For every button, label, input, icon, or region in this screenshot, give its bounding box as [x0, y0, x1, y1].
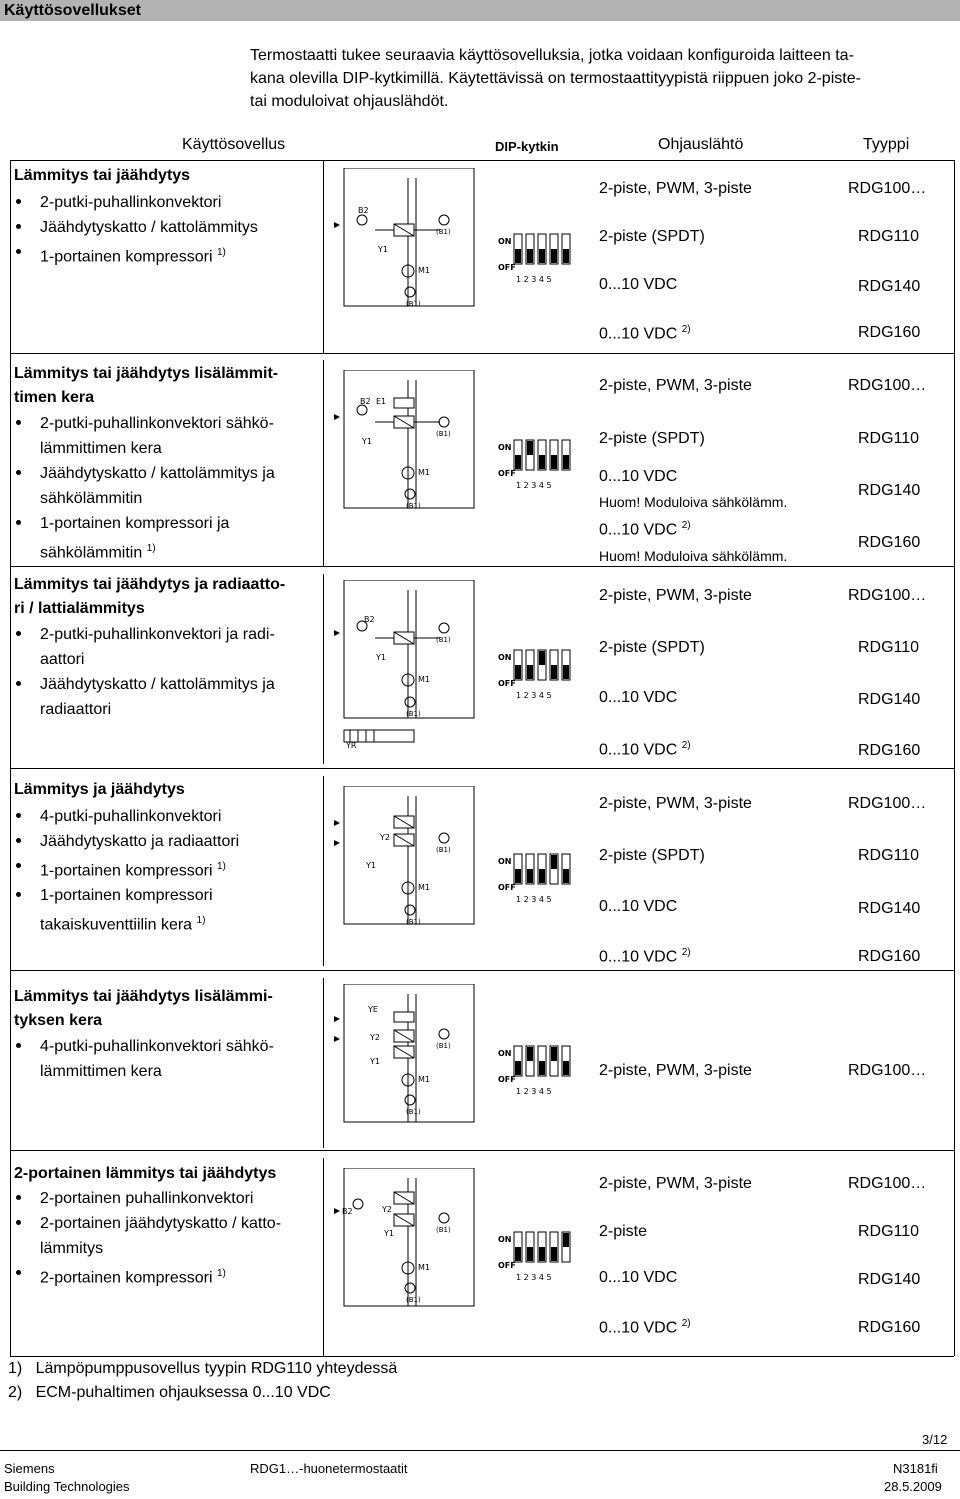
bullet-item: 2-portainen kompressori $^{1)}$: [14, 1261, 281, 1290]
intro-line: tai moduloivat ohjauslähdöt.: [250, 93, 449, 110]
row-separator: [10, 1150, 954, 1151]
svg-text:(B1): (B1): [406, 918, 421, 926]
svg-text:Y1: Y1: [376, 653, 386, 662]
bullet-item-cont: lämmitys: [40, 1240, 104, 1257]
table-border-right: [954, 160, 955, 1356]
table-divider: [323, 160, 324, 353]
svg-text:OFF: OFF: [498, 263, 516, 272]
header-app: Käyttösovellus: [182, 136, 286, 153]
svg-text:OFF: OFF: [498, 469, 516, 478]
footer-company: Siemens: [4, 1461, 55, 1476]
dip-switch: [498, 1228, 578, 1286]
type-text: RDG140: [858, 900, 921, 917]
bullet-list: [14, 411, 275, 565]
page-number: 3/12: [922, 1432, 948, 1447]
bullet-item: 1-portainen kompressori ja: [14, 511, 275, 536]
bullet-item: 1-portainen kompressori $^{1)}$: [14, 240, 258, 269]
table-border-top: [10, 160, 954, 161]
output-text: 2-piste, PWM, 3-piste: [599, 377, 752, 394]
svg-text:OFF: OFF: [498, 679, 516, 688]
output-text: 0...10 VDC $^{2)}$: [599, 740, 691, 759]
table-divider: [323, 776, 324, 966]
svg-text:E1: E1: [376, 397, 387, 406]
footnote: 2) ECM-puhaltimen ohjauksessa 0...10 VDC: [8, 1384, 331, 1401]
wiring-diagram: [330, 786, 480, 931]
bullet-item-cont: lämmittimen kera: [40, 440, 162, 457]
bullet-item: 1-portainen kompressori: [14, 883, 239, 908]
table-divider: [323, 1158, 324, 1356]
svg-text:OFF: OFF: [498, 1261, 516, 1270]
svg-text:Y2: Y2: [370, 1033, 380, 1042]
bullet-item: 2-putki-puhallinkonvektori ja radi-: [14, 622, 275, 647]
type-text: RDG100…: [848, 377, 927, 394]
type-text: RDG140: [858, 482, 921, 499]
svg-text:B2: B2: [342, 1207, 353, 1216]
bullet-item: Jäähdytyskatto ja radiaattori: [14, 829, 239, 854]
section-title-line: Lämmitys tai jäähdytys: [14, 167, 191, 184]
svg-text:ON: ON: [498, 1049, 512, 1058]
wiring-diagram: [330, 984, 480, 1129]
type-text: RDG110: [858, 430, 920, 447]
bullet-item: Jäähdytyskatto / kattolämmitys: [14, 215, 258, 240]
bullet-item: Jäähdytyskatto / kattolämmitys ja: [14, 672, 275, 697]
type-text: RDG160: [858, 1319, 921, 1336]
bullet-item-cont: sähkölämmitin: [40, 490, 143, 507]
section-title-line: 2-portainen lämmitys tai jäähdytys: [14, 1165, 277, 1182]
table-divider: [323, 978, 324, 1148]
output-text: 2-piste, PWM, 3-piste: [599, 795, 752, 812]
svg-text:B2: B2: [360, 397, 371, 406]
dip-switch: [498, 230, 578, 288]
output-text: 2-piste, PWM, 3-piste: [599, 180, 752, 197]
svg-text:M1: M1: [418, 1263, 430, 1272]
output-text: 0...10 VDC: [599, 276, 678, 293]
dip-switch: [498, 436, 578, 494]
table-divider: [323, 574, 324, 764]
footer-product: RDG1…-huonetermostaatit: [250, 1461, 408, 1476]
type-text: RDG140: [858, 278, 921, 295]
section-title: [14, 573, 285, 621]
table-divider: [323, 360, 324, 566]
svg-text:(B1): (B1): [406, 300, 421, 308]
svg-text:(B1): (B1): [436, 1226, 451, 1234]
svg-text:ON: ON: [498, 1235, 512, 1244]
svg-text:Y1: Y1: [362, 437, 372, 446]
table-border-bottom: [10, 1356, 954, 1357]
output-text: 0...10 VDC: [599, 1269, 678, 1286]
output-text: 0...10 VDC: [599, 898, 678, 915]
svg-text:(B1): (B1): [436, 430, 451, 438]
section-title: [14, 985, 273, 1033]
svg-text:(B1): (B1): [436, 1042, 451, 1050]
dip-switch: [498, 1042, 578, 1100]
svg-text:Y1: Y1: [384, 1229, 394, 1238]
svg-text:ON: ON: [498, 857, 512, 866]
bullet-list: [14, 804, 239, 938]
wiring-diagram: [330, 370, 480, 515]
bullet-item: Jäähdytyskatto / kattolämmitys ja: [14, 461, 275, 486]
section-title-line: ri / lattialämmitys: [14, 600, 145, 617]
bullet-list: [14, 190, 258, 269]
svg-text:Y2: Y2: [380, 833, 390, 842]
svg-text:OFF: OFF: [498, 1075, 516, 1084]
svg-text:(B1): (B1): [436, 846, 451, 854]
section-title: [14, 164, 190, 188]
type-text: RDG100…: [848, 180, 927, 197]
svg-text:M1: M1: [418, 675, 430, 684]
svg-text:1 2 3 4 5: 1 2 3 4 5: [516, 1087, 552, 1096]
output-text: 2-piste, PWM, 3-piste: [599, 587, 752, 604]
row-separator: [10, 970, 954, 971]
section-title: [14, 778, 185, 802]
bullet-item: 2-portainen jäähdytyskatto / katto-: [14, 1211, 281, 1236]
bullet-item-cont: aattori: [40, 651, 85, 668]
type-text: RDG100…: [848, 1175, 927, 1192]
section-title: Käyttösovellukset: [4, 2, 141, 19]
svg-text:B2: B2: [358, 206, 369, 215]
row-separator: [10, 768, 954, 769]
svg-text:1 2 3 4 5: 1 2 3 4 5: [516, 481, 552, 490]
svg-text:ON: ON: [498, 653, 512, 662]
bullet-list: [14, 622, 275, 722]
header-dip: DIP-kytkin: [495, 139, 559, 154]
output-text: 0...10 VDC $^{2)}$: [599, 324, 691, 343]
bullet-item-cont: takaiskuventtiilin kera $^{1)}$: [40, 915, 206, 934]
bullet-item-cont: radiaattori: [40, 701, 112, 718]
svg-text:(B1): (B1): [436, 228, 451, 236]
bullet-item: 4-putki-puhallinkonvektori: [14, 804, 239, 829]
type-text: RDG140: [858, 1271, 921, 1288]
output-text: 2-piste (SPDT): [599, 228, 705, 245]
output-text: 0...10 VDC $^{2)}$: [599, 520, 691, 539]
svg-text:YR: YR: [346, 741, 357, 750]
type-text: RDG110: [858, 228, 920, 245]
bullet-list: [14, 1034, 274, 1084]
wiring-diagram: [330, 1168, 480, 1313]
bullet-item: 2-portainen puhallinkonvektori: [14, 1186, 281, 1211]
section-title-line: Lämmitys tai jäähdytys lisälämmit-: [14, 365, 279, 382]
output-note: Huom! Moduloiva sähkölämm.: [599, 548, 788, 564]
type-text: RDG160: [858, 742, 921, 759]
svg-text:1 2 3 4 5: 1 2 3 4 5: [516, 691, 552, 700]
row-separator: [10, 353, 954, 354]
output-text: 2-piste (SPDT): [599, 430, 705, 447]
section-title: [14, 362, 278, 410]
footer-doc-id: N3181fi: [893, 1461, 938, 1476]
type-text: RDG100…: [848, 1062, 927, 1079]
output-text: 2-piste, PWM, 3-piste: [599, 1175, 752, 1192]
output-text: 2-piste (SPDT): [599, 639, 705, 656]
type-text: RDG110: [858, 1223, 920, 1240]
output-note: Huom! Moduloiva sähkölämm.: [599, 494, 788, 510]
svg-text:(B1): (B1): [406, 710, 421, 718]
bullet-list: [14, 1186, 281, 1290]
bullet-item-cont: sähkölämmitin $^{1)}$: [40, 543, 156, 562]
svg-text:OFF: OFF: [498, 883, 516, 892]
svg-text:(B1): (B1): [406, 1108, 421, 1116]
svg-text:Y1: Y1: [378, 245, 388, 254]
svg-text:M1: M1: [418, 266, 430, 275]
output-text: 0...10 VDC $^{2)}$: [599, 1318, 691, 1337]
svg-text:B2: B2: [364, 615, 375, 624]
intro-line: kana olevilla DIP-kytkimillä. Käytettävissä on termostaattityypistä riippuen joko 2-piste-: [250, 70, 861, 87]
bullet-item-cont: lämmittimen kera: [40, 1063, 162, 1080]
section-title-line: tyksen kera: [14, 1012, 103, 1029]
section-title: [14, 1162, 276, 1186]
footnote: 1) Lämpöpumppusovellus tyypin RDG110 yhteydessä: [8, 1360, 398, 1377]
type-text: RDG160: [858, 534, 921, 551]
svg-text:(B1): (B1): [406, 1296, 421, 1304]
intro-line: Termostaatti tukee seuraavia käyttösovelluksia, jotka voidaan konfiguroida laitteen ta-: [250, 47, 854, 64]
bullet-item: 1-portainen kompressori $^{1)}$: [14, 854, 239, 883]
section-title-line: timen kera: [14, 389, 95, 406]
output-text: 0...10 VDC $^{2)}$: [599, 947, 691, 966]
wiring-diagram: [330, 168, 480, 313]
bullet-item: 4-putki-puhallinkonvektori sähkö-: [14, 1034, 274, 1059]
svg-text:YE: YE: [368, 1005, 378, 1014]
section-title-line: Lämmitys tai jäähdytys ja radiaatto-: [14, 576, 286, 593]
type-text: RDG160: [858, 948, 921, 965]
intro-paragraph: [250, 44, 950, 113]
footer-date: 28.5.2009: [884, 1479, 942, 1494]
svg-text:Y2: Y2: [382, 1205, 392, 1214]
svg-text:ON: ON: [498, 237, 512, 246]
svg-text:ON: ON: [498, 443, 512, 452]
type-text: RDG140: [858, 691, 921, 708]
type-text: RDG160: [858, 324, 921, 341]
footer-division: Building Technologies: [4, 1479, 130, 1494]
svg-text:(B1): (B1): [436, 636, 451, 644]
bullet-item: 2-putki-puhallinkonvektori sähkö-: [14, 411, 275, 436]
type-text: RDG110: [858, 639, 920, 656]
table-border-left: [10, 160, 11, 1356]
type-text: RDG110: [858, 847, 920, 864]
wiring-diagram: [330, 580, 480, 755]
svg-text:1 2 3 4 5: 1 2 3 4 5: [516, 1273, 552, 1282]
svg-text:(B1): (B1): [406, 502, 421, 510]
bullet-item: 2-putki-puhallinkonvektori: [14, 190, 258, 215]
type-text: RDG100…: [848, 587, 927, 604]
header-output: Ohjauslähtö: [658, 136, 744, 153]
section-title-bar: [0, 0, 960, 21]
output-text: 2-piste, PWM, 3-piste: [599, 1062, 752, 1079]
svg-text:Y1: Y1: [370, 1057, 380, 1066]
svg-text:Y1: Y1: [366, 861, 376, 870]
svg-text:M1: M1: [418, 883, 430, 892]
dip-switch: [498, 646, 578, 704]
section-title-line: Lämmitys ja jäähdytys: [14, 781, 185, 798]
svg-text:1 2 3 4 5: 1 2 3 4 5: [516, 895, 552, 904]
dip-switch: [498, 850, 578, 908]
footer-rule: [0, 1450, 960, 1451]
output-text: 2-piste (SPDT): [599, 847, 705, 864]
svg-text:M1: M1: [418, 468, 430, 477]
section-title-line: Lämmitys tai jäähdytys lisälämmi-: [14, 988, 273, 1005]
row-separator: [10, 566, 954, 567]
header-type: Tyyppi: [863, 136, 910, 153]
svg-text:M1: M1: [418, 1075, 430, 1084]
output-text: 0...10 VDC: [599, 468, 678, 485]
output-text: 2-piste: [599, 1223, 648, 1240]
output-text: 0...10 VDC: [599, 689, 678, 706]
type-text: RDG100…: [848, 795, 927, 812]
svg-text:1 2 3 4 5: 1 2 3 4 5: [516, 275, 552, 284]
